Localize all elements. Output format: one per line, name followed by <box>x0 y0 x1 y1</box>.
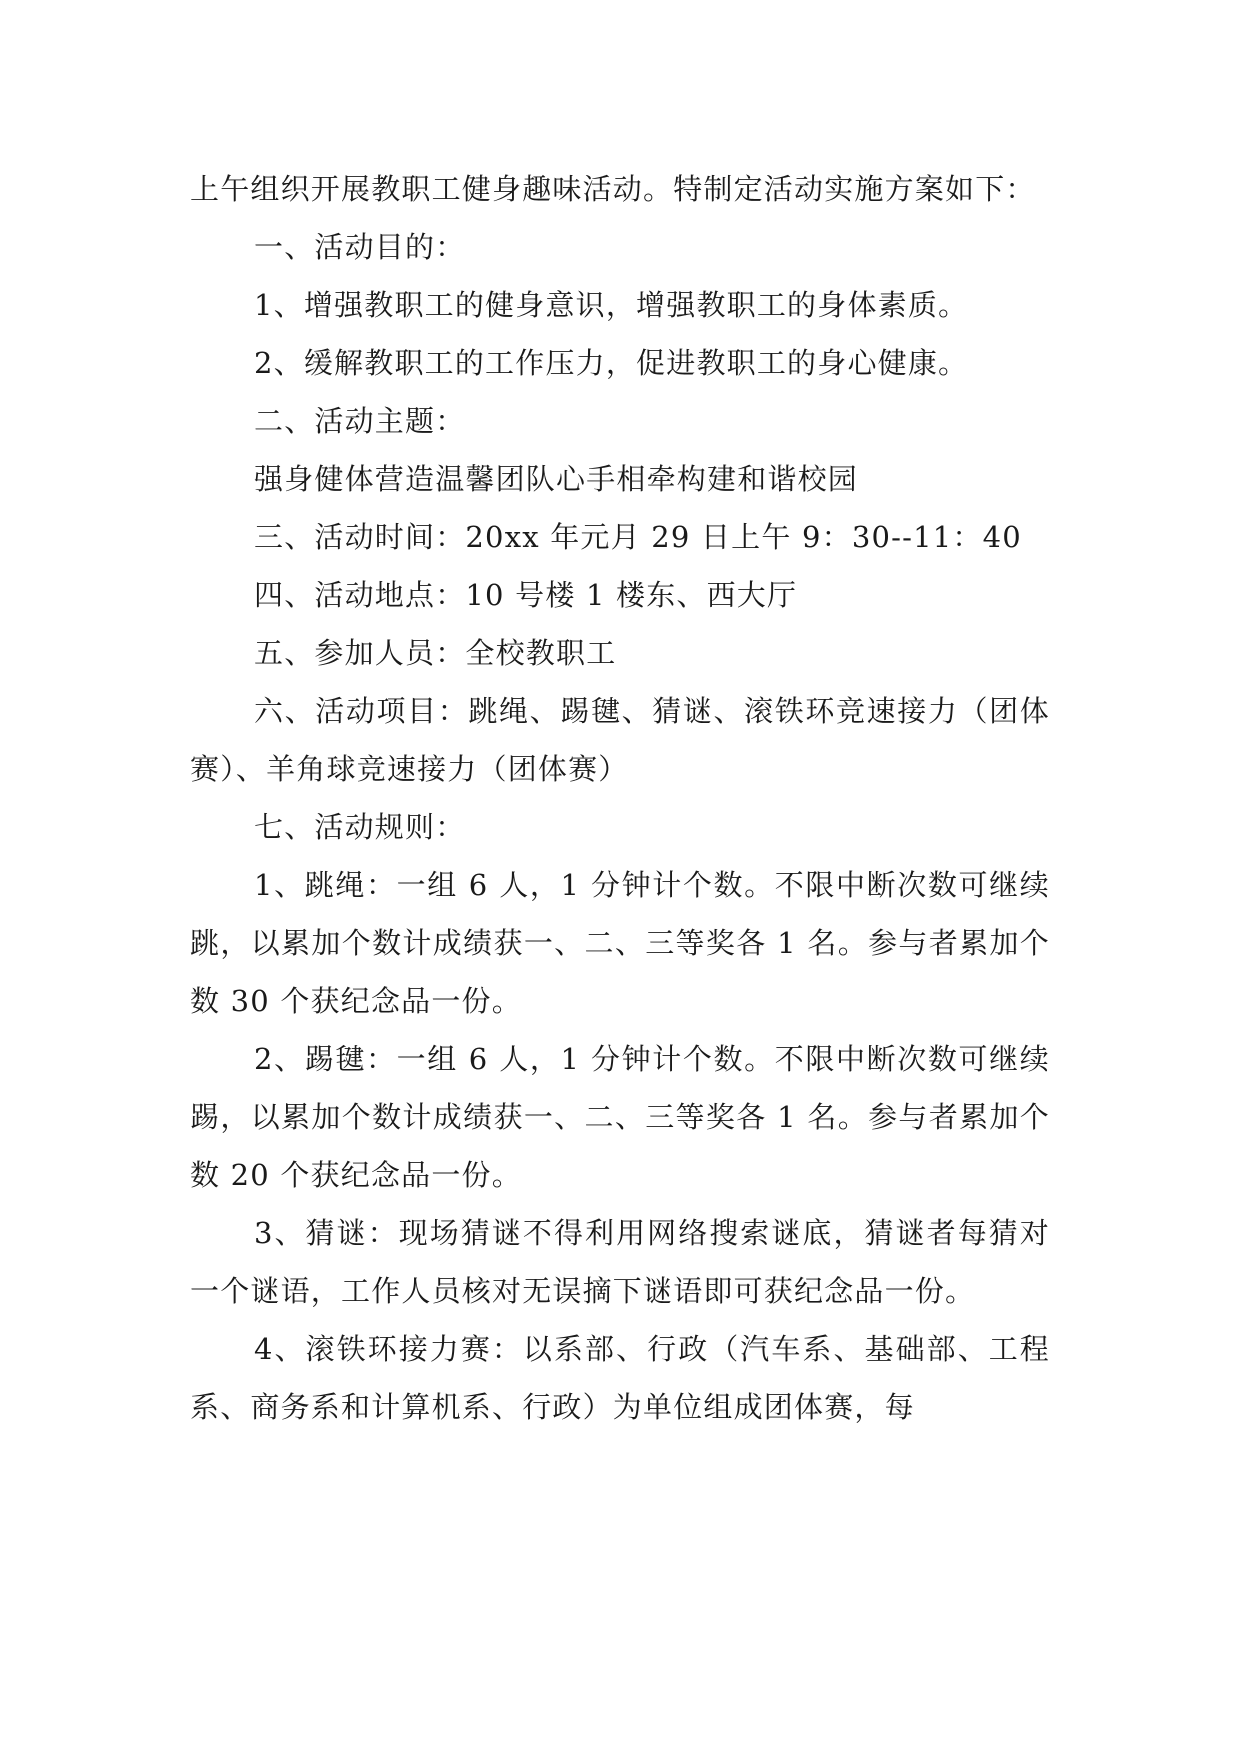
heading-activity-rules: 七、活动规则： <box>254 810 466 844</box>
rule-shuttlecock: 2、踢毽：一组 6 人，1 分钟计个数。不限中断次数可继续踢，以累加个数计成绩获一、二、三等奖各 1 名。参与者累加个数 20 个获纪念品一份。 <box>190 1042 1050 1192</box>
purpose-item-1: 1、增强教职工的健身意识，增强教职工的身体素质。 <box>254 288 969 322</box>
activity-theme-text: 强身健体营造温馨团队心手相牵构建和谐校园 <box>254 462 859 496</box>
heading-activity-purpose: 一、活动目的： <box>254 230 466 264</box>
activity-items: 六、活动项目：跳绳、踢毽、猜谜、滚铁环竞速接力（团体赛）、羊角球竞速接力（团体赛） <box>190 694 1050 786</box>
activity-location: 四、活动地点：10 号楼 1 楼东、西大厅 <box>254 578 798 612</box>
rule-hoop-relay: 4、滚铁环接力赛：以系部、行政（汽车系、基础部、工程系、商务系和计算机系、行政）为单位组成团体赛，每 <box>190 1332 1050 1424</box>
purpose-item-2: 2、缓解教职工的工作压力，促进教职工的身心健康。 <box>254 346 969 380</box>
heading-activity-theme: 二、活动主题： <box>254 404 466 438</box>
document-body <box>190 160 1050 1436</box>
rule-rope-skipping: 1、跳绳：一组 6 人，1 分钟计个数。不限中断次数可继续跳，以累加个数计成绩获一、二、三等奖各 1 名。参与者累加个数 30 个获纪念品一份。 <box>190 868 1050 1018</box>
paragraph-intro: 上午组织开展教职工健身趣味活动。特制定活动实施方案如下： <box>190 172 1036 206</box>
participants: 五、参加人员：全校教职工 <box>254 636 617 670</box>
rule-riddles: 3、猜谜：现场猜谜不得利用网络搜索谜底，猜谜者每猜对一个谜语，工作人员核对无误摘下谜语即可获纪念品一份。 <box>190 1216 1050 1308</box>
activity-time: 三、活动时间：20xx 年元月 29 日上午 9：30--11：40 <box>254 520 1022 554</box>
